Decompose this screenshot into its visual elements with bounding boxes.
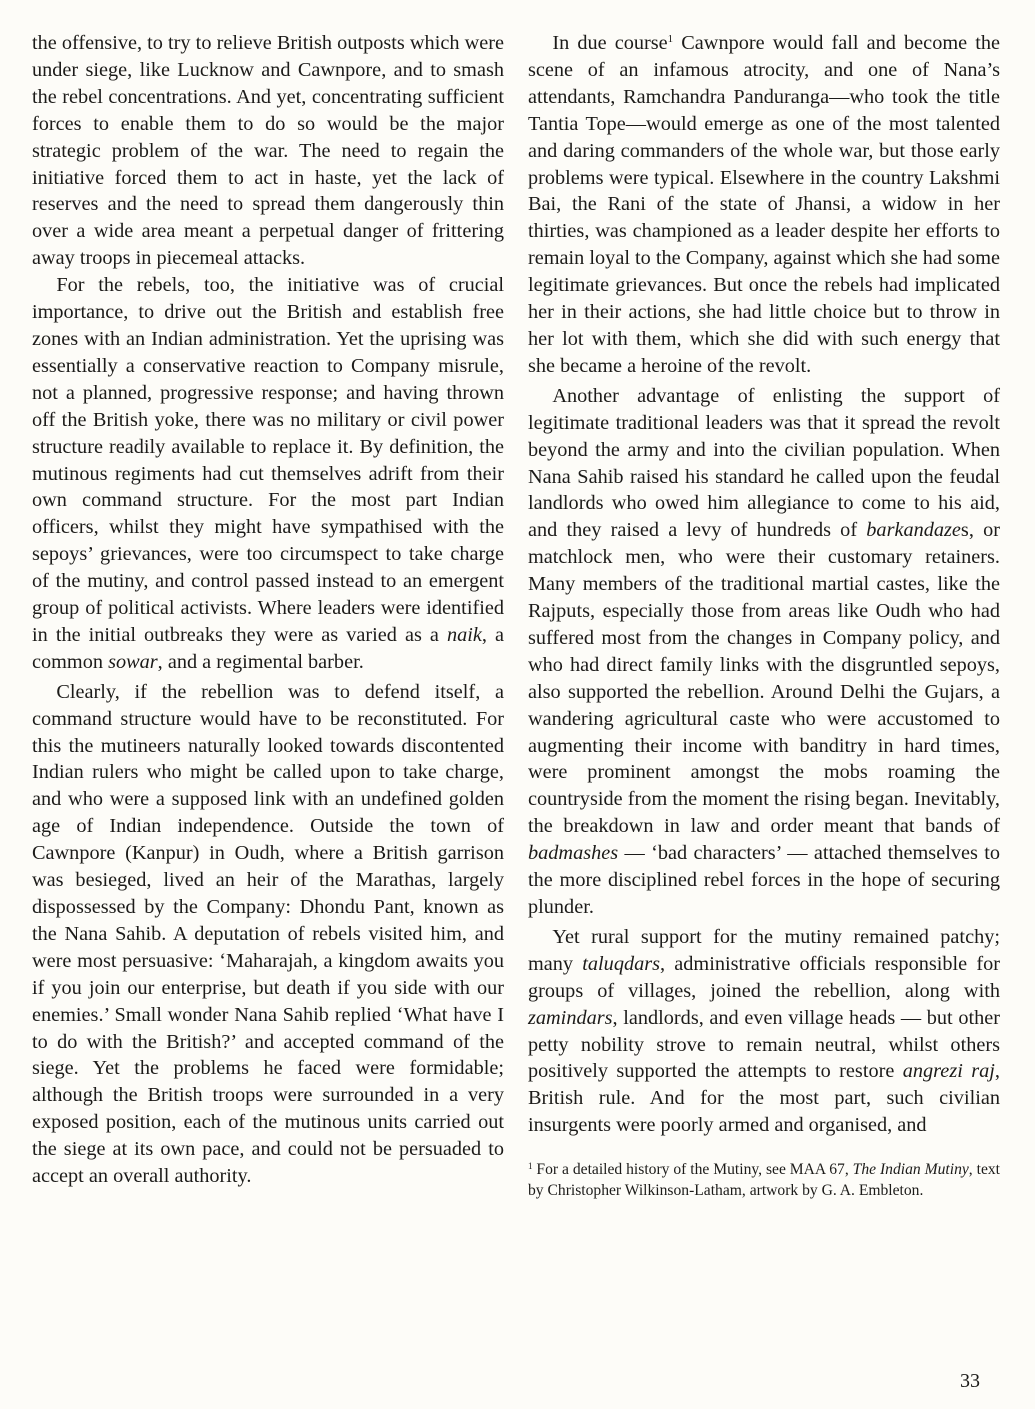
paragraph: For the rebels, too, the initiative was of crucial importance, to drive out the British and establish free zones with an Indian administration. Yet the uprising was essentially a conservative reaction to Company misrule, not a planned, progressive response; and having thrown off the British yoke, there was no military or civil power structure readily available to replace it. By definition, the mutinous regiments had cut themselves adrift from their own command structure. For the most part Indian officers, whilst they might have sympathised with the sepoys’ grievances, were too circumspect to take charge of the mutiny, and control passed instead to an emergent group of political activists. Where leaders were identified in the initial outbreaks they were as varied as a naik, a common sowar, and a regimental barber. xyxy=(32,274,504,673)
paragraph: Yet rural support for the mutiny remained patchy; many taluqdars, administrative officials responsible for groups of villages, joined the rebellion, along with zamindars, landlords, and even village heads — but other petty nobility strove to remain neutral, whilst others positively supported the attempts to restore angrezi raj, British rule. And for the most part, such civilian insurgents were poorly armed and organised, and xyxy=(528,925,1000,1137)
paragraph: Another advantage of enlisting the support of legitimate traditional leaders was that it spread the revolt beyond the army and into the civilian population. When Nana Sahib raised his standard he called upon the feudal landlords who owed him allegiance to come to his aid, and they raised a levy of hundreds of barkandazes, or matchlock men, who were their customary retainers. Many members of the traditional martial castes, like the Rajputs, especially those from areas like Oudh who had suffered most from the changes in Company policy, and who had direct family links with the disgruntled sepoys, also supported the rebellion. Around Delhi the Gujars, a wandering agricultural caste who were accustomed to augmenting their income with banditry in hard times, were prominent amongst the mobs roaming the countryside from the moment the rising began. Inevitably, the breakdown in law and order meant that bands of badmashes — ‘bad characters’ — attached themselves to the more disciplined rebel forces in the hope of securing plunder. xyxy=(528,384,1000,918)
footnote: $^1$ For a detailed history of the Mutiny, see MAA 67, The Indian Mutiny, text by Christopher Wilkinson-Latham, artwork by G. A. Embleton. xyxy=(528,1161,1000,1200)
paragraph: In due course$^1$ Cawnpore would fall and become the scene of an infamous atrocity, and one of Nana’s attendants, Ramchandra Panduranga—who took the title Tantia Tope—would emerge as one of the most talented and daring commanders of the whole war, but those early problems were typical. Elsewhere in the country Lakshmi Bai, the Rani of the state of Jhansi, a widow in her thirties, was championed as a leader despite her efforts to remain loyal to the Company, against which she had some legitimate grievances. But once the rebels had implicated her in their actions, she had little choice but to throw in her lot with them, which she did with such energy that she became a heroine of the revolt. xyxy=(528,32,1000,377)
right-column xyxy=(528,30,1000,1201)
book-title: The Indian Mutiny xyxy=(852,1161,969,1179)
term-zamindars: zamindars xyxy=(528,1006,613,1029)
term-naik: naik xyxy=(446,623,482,646)
term-angrezi-raj: angrezi raj xyxy=(902,1060,995,1083)
term-badmashes: badmashes xyxy=(528,842,619,865)
term-barkandazes: barkandaze xyxy=(866,519,961,542)
term-sowar: sowar xyxy=(108,650,158,673)
footnote-marker: 1 xyxy=(528,1161,533,1172)
paragraph: Clearly, if the rebellion was to defend itself, a command structure would have to be reconstituted. For this the mutineers naturally looked towards discontented Indian rulers who might be called upon to take charge, and who were a supposed link with an undefined golden age of Indian independence. Outside the town of Cawnpore (Kanpur) in Oudh, where a British garrison was besieged, lived an heir of the Marathas, largely dispossessed by the Company: Dhondu Pant, known as the Nana Sahib. A deputation of rebels visited him, and were most persuasive: ‘Maharajah, a kingdom awaits you if you join our enterprise, but death if you side with our enemies.’ Small wonder Nana Sahib replied ‘What have I to do with the British?’ and accepted command of the siege. Yet the problems he faced were formidable; although the British troops were surrounded in a very exposed position, each of the mutinous units carried out the siege at its own pace, and could not be persuaded to accept an overall authority. xyxy=(32,680,504,1188)
paragraph: the offensive, to try to relieve British outposts which were under siege, like Lucknow and Cawnpore, and to smash the rebel concentrations. And yet, concentrating sufficient forces to enable them to do so would be the major strategic problem of the war. The need to regain the initiative forced them to act in haste, yet the lack of reserves and the need to spread them dangerously thin over a wide area meant a perpetual danger of frittering away troops in piecemeal attacks. xyxy=(32,32,504,270)
page-number: 33 xyxy=(960,1370,980,1392)
footnote-ref: 1 xyxy=(667,33,674,45)
left-column xyxy=(32,30,504,1190)
term-taluqdars: taluqdars xyxy=(582,952,661,975)
